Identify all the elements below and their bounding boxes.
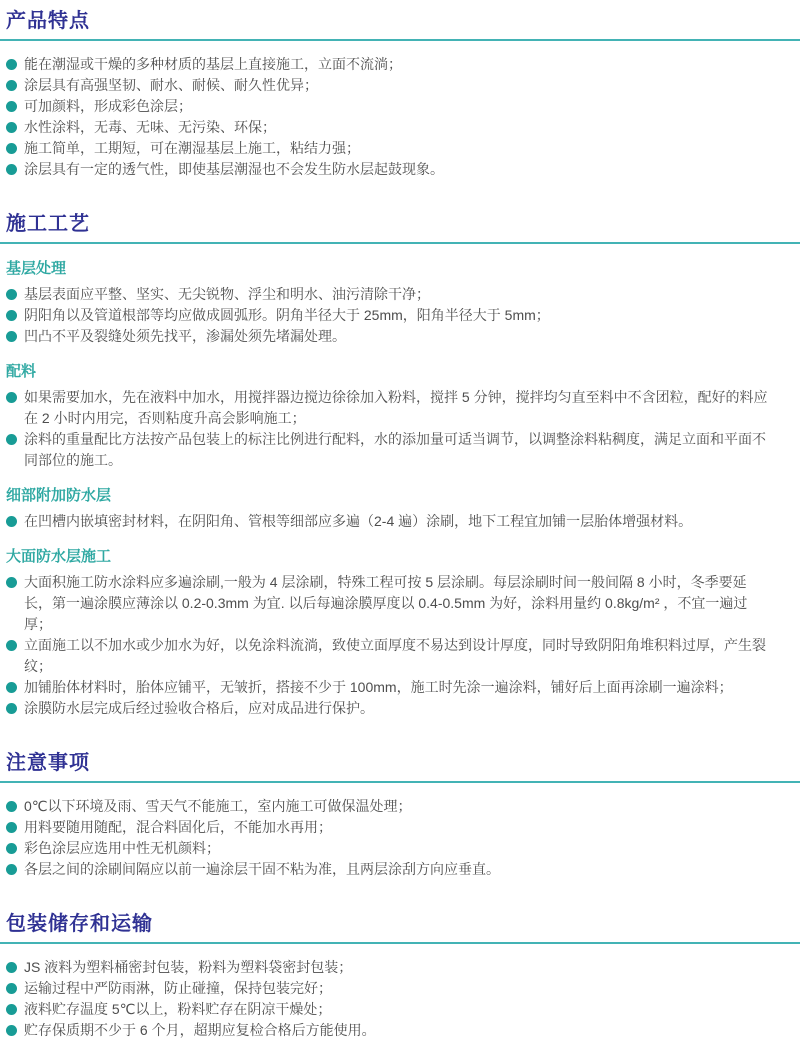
list-item-text: 各层之间的涂刷间隔应以前一遍涂层干固不粘为准，且两层涂刮方向应垂直。 bbox=[24, 861, 500, 877]
bullet-icon bbox=[6, 434, 17, 445]
list-item bbox=[6, 429, 774, 471]
list-item-text: 水性涂料，无毒、无味、无污染、环保； bbox=[24, 119, 276, 135]
list-item bbox=[6, 305, 774, 326]
list-item-text: 凹凸不平及裂缝处须先找平，渗漏处须先堵漏处理。 bbox=[24, 328, 346, 344]
list-item-text: 运输过程中严防雨淋，防止碰撞，保持包装完好； bbox=[24, 980, 332, 996]
bullet-list bbox=[4, 511, 774, 532]
bullet-list bbox=[4, 572, 774, 719]
subsection-title: 细部附加防水层 bbox=[6, 487, 112, 504]
subsection-title: 配料 bbox=[6, 363, 37, 380]
bullet-icon bbox=[6, 1004, 17, 1015]
list-item-text: 用料要随用随配，混合料固化后，不能加水再用； bbox=[24, 819, 332, 835]
list-item-text: 能在潮湿或干燥的多种材质的基层上直接施工，立面不流淌； bbox=[24, 56, 402, 72]
section-title: 注意事项 bbox=[6, 752, 90, 774]
bullet-icon bbox=[6, 822, 17, 833]
list-item bbox=[6, 54, 774, 75]
list-item-text: 加铺胎体材料时，胎体应铺平，无皱折，搭接不少于 100mm，施工时先涂一遍涂料，铺好后上面再涂刷一遍涂料； bbox=[24, 679, 733, 695]
bullet-icon bbox=[6, 983, 17, 994]
list-item bbox=[6, 999, 774, 1020]
bullet-list bbox=[4, 796, 774, 880]
list-item-text: 立面施工以不加水或少加水为好，以免涂料流淌，致使立面厚度不易达到设计厚度，同时导致阴阳角堆积料过厚，产生裂纹； bbox=[24, 637, 766, 674]
list-item-text: 涂层具有一定的透气性，即使基层潮湿也不会发生防水层起鼓现象。 bbox=[24, 161, 444, 177]
list-item bbox=[6, 511, 774, 532]
section bbox=[4, 750, 774, 880]
list-item-text: 涂料的重量配比方法按产品包装上的标注比例进行配料，水的添加量可适当调节，以调整涂料粘稠度，满足立面和平面不同部位的施工。 bbox=[24, 431, 766, 468]
list-item bbox=[6, 698, 774, 719]
list-item bbox=[6, 859, 774, 880]
bullet-icon bbox=[6, 392, 17, 403]
list-item bbox=[6, 284, 774, 305]
subsection-title: 大面防水层施工 bbox=[6, 548, 112, 565]
bullet-list bbox=[4, 54, 774, 180]
bullet-icon bbox=[6, 1025, 17, 1036]
subsection-title: 基层处理 bbox=[6, 260, 67, 277]
bullet-icon bbox=[6, 577, 17, 588]
section-underline bbox=[0, 942, 800, 944]
bullet-list bbox=[4, 387, 774, 471]
section-title: 产品特点 bbox=[6, 10, 90, 32]
list-item bbox=[6, 326, 774, 347]
bullet-icon bbox=[6, 143, 17, 154]
section-underline bbox=[0, 242, 800, 244]
bullet-icon bbox=[6, 962, 17, 973]
list-item-text: 液料贮存温度 5℃以上，粉料贮存在阴凉干燥处； bbox=[24, 1001, 332, 1017]
list-item bbox=[6, 838, 774, 859]
list-item bbox=[6, 572, 774, 635]
bullet-icon bbox=[6, 101, 17, 112]
section-underline bbox=[0, 781, 800, 783]
list-item-text: 涂膜防水层完成后经过验收合格后，应对成品进行保护。 bbox=[24, 700, 374, 716]
list-item bbox=[6, 96, 774, 117]
bullet-list bbox=[4, 957, 774, 1041]
bullet-icon bbox=[6, 59, 17, 70]
bullet-icon bbox=[6, 801, 17, 812]
list-item-text: 基层表面应平整、坚实、无尖锐物、浮尘和明水、油污清除干净； bbox=[24, 286, 430, 302]
list-item-text: 阴阳角以及管道根部等均应做成圆弧形。阴角半径大于 25mm，阳角半径大于 5mm； bbox=[24, 307, 550, 323]
list-item bbox=[6, 387, 774, 429]
bullet-icon bbox=[6, 682, 17, 693]
list-item-text: 大面积施工防水涂料应多遍涂刷,一般为 4 层涂刷，特殊工程可按 5 层涂刷。每层涂刷时间一般间隔 8 小时，冬季要延长，第一遍涂膜应薄涂以 0.2-0.3mm 为宜. 以后每遍涂膜厚度以 0.4-0.5mm 为好，涂料用量约 0.8kg/m² ，不宜一遍过厚； bbox=[24, 574, 748, 632]
bullet-icon bbox=[6, 289, 17, 300]
list-item-text: 如果需要加水，先在液料中加水，用搅拌器边搅边徐徐加入粉料，搅拌 5 分钟，搅拌均匀直至料中不含团粒，配好的料应在 2 小时内用完，否则粘度升高会影响施工； bbox=[24, 389, 768, 426]
list-item-text: JS 液料为塑料桶密封包装，粉料为塑料袋密封包装； bbox=[24, 959, 353, 975]
section-title: 包装储存和运输 bbox=[6, 913, 153, 935]
section-title: 施工工艺 bbox=[6, 213, 90, 235]
list-item bbox=[6, 1020, 774, 1041]
bullet-icon bbox=[6, 164, 17, 175]
bullet-icon bbox=[6, 640, 17, 651]
list-item-text: 彩色涂层应选用中性无机颜料； bbox=[24, 840, 220, 856]
bullet-list bbox=[4, 284, 774, 347]
list-item bbox=[6, 75, 774, 96]
section bbox=[4, 211, 774, 719]
list-item bbox=[6, 635, 774, 677]
bullet-icon bbox=[6, 80, 17, 91]
bullet-icon bbox=[6, 703, 17, 714]
list-item bbox=[6, 957, 774, 978]
section-underline bbox=[0, 39, 800, 41]
list-item bbox=[6, 117, 774, 138]
list-item-text: 涂层具有高强坚韧、耐水、耐候、耐久性优异； bbox=[24, 77, 318, 93]
list-item-text: 可加颜料，形成彩色涂层； bbox=[24, 98, 192, 114]
bullet-icon bbox=[6, 843, 17, 854]
bullet-icon bbox=[6, 864, 17, 875]
list-item bbox=[6, 817, 774, 838]
bullet-icon bbox=[6, 310, 17, 321]
list-item bbox=[6, 677, 774, 698]
list-item bbox=[6, 159, 774, 180]
bullet-icon bbox=[6, 122, 17, 133]
list-item bbox=[6, 796, 774, 817]
list-item-text: 施工简单，工期短，可在潮湿基层上施工，粘结力强； bbox=[24, 140, 360, 156]
list-item bbox=[6, 978, 774, 999]
list-item-text: 0℃以下环境及雨、雪天气不能施工，室内施工可做保温处理； bbox=[24, 798, 412, 814]
list-item bbox=[6, 138, 774, 159]
bullet-icon bbox=[6, 516, 17, 527]
list-item-text: 在凹槽内嵌填密封材料，在阴阳角、管根等细部应多遍（2-4 遍）涂刷，地下工程宜加铺一层胎体增强材料。 bbox=[24, 513, 693, 529]
bullet-icon bbox=[6, 331, 17, 342]
section bbox=[4, 8, 774, 180]
list-item-text: 贮存保质期不少于 6 个月，超期应复检合格后方能使用。 bbox=[24, 1022, 376, 1038]
